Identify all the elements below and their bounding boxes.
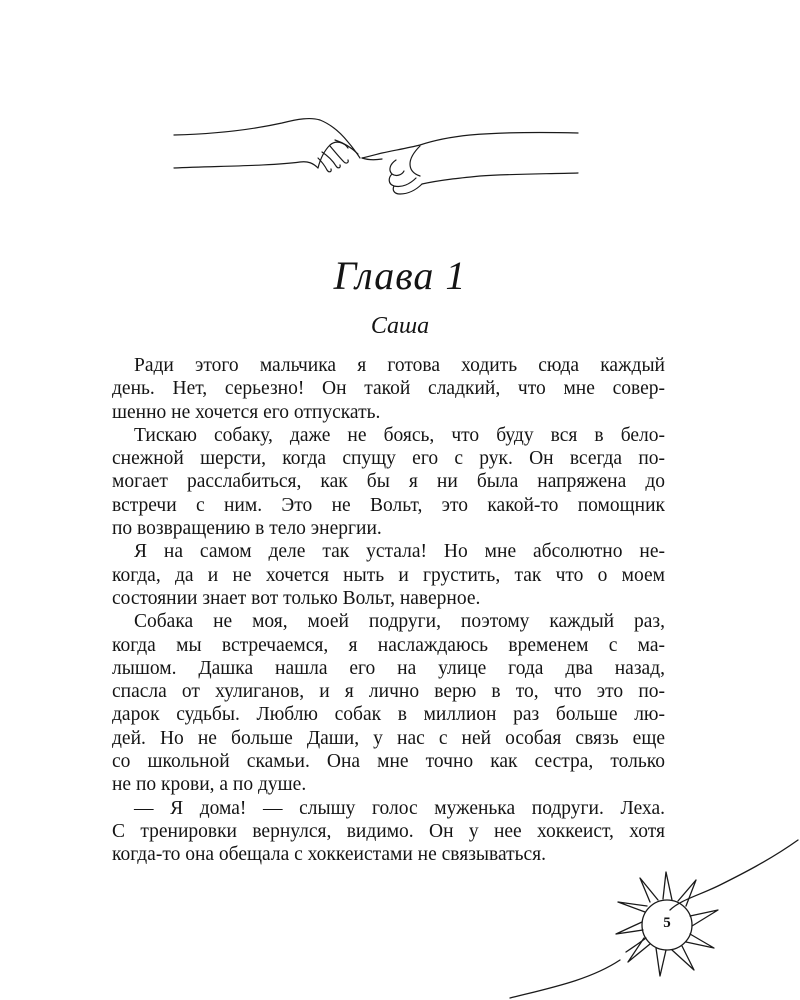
- text-line: шенно не хочется его отпускать.: [112, 401, 381, 423]
- hands-reaching-icon: [170, 108, 580, 208]
- text-line: лышом. Дашка нашла его на улице года два назад,: [112, 657, 665, 679]
- text-line: Ради этого мальчика я готова ходить сюда каждый: [134, 355, 665, 376]
- chapter-title: Глава 1: [333, 253, 467, 298]
- text-line: могает расслабиться, как бы я ни была напряжена до: [112, 471, 665, 493]
- text-line: С тренировки вернулся, видимо. Он у нее хоккеист, хотя: [112, 820, 665, 842]
- text-line: — Я дома! — слышу голос муженька подруги. Леха.: [134, 797, 665, 819]
- text-line: по возвращению в тело энергии.: [112, 518, 382, 540]
- text-line: день. Нет, серьезно! Он такой сладкий, что мне совер-: [112, 378, 665, 400]
- text-line: встречи с ним. Это не Вольт, это какой-то помощник: [112, 494, 665, 516]
- text-line: снежной шерсти, когда спущу его с рук. Он всегда по-: [112, 448, 665, 470]
- text-line: дей. Но не больше Даши, у нас с ней особая связь еще: [112, 727, 665, 749]
- page-number: 5: [663, 915, 671, 931]
- text-line: когда-то она обещала с хоккеистами не связываться.: [112, 844, 547, 866]
- text-line: Тискаю собаку, даже не боясь, что буду вся в бело-: [134, 424, 665, 446]
- chapter-subtitle: Саша: [370, 313, 430, 339]
- text-line: Я на самом деле так устала! Но мне абсолютно не-: [134, 541, 665, 563]
- text-line: Собака не моя, моей подруги, поэтому каждый раз,: [134, 611, 665, 633]
- text-line: когда, да и не хочется ныть и грустить, так что о моем: [112, 564, 665, 586]
- text-line: дарок судьбы. Люблю собак в миллион раз больше лю-: [112, 704, 665, 726]
- text-line: состоянии знает вот только Вольт, наверное.: [112, 587, 481, 609]
- text-line: спасла от хулиганов, и я лично верю в то, что это по-: [112, 681, 665, 703]
- text-line: не по крови, а по душе.: [112, 774, 307, 796]
- text-line: когда мы встречаемся, я наслаждаюсь временем с ма-: [112, 634, 665, 656]
- sun-icon: [500, 830, 800, 1000]
- text-line: со школьной скамьи. Она мне точно как сестра, только: [112, 751, 665, 773]
- body-text: [112, 354, 665, 867]
